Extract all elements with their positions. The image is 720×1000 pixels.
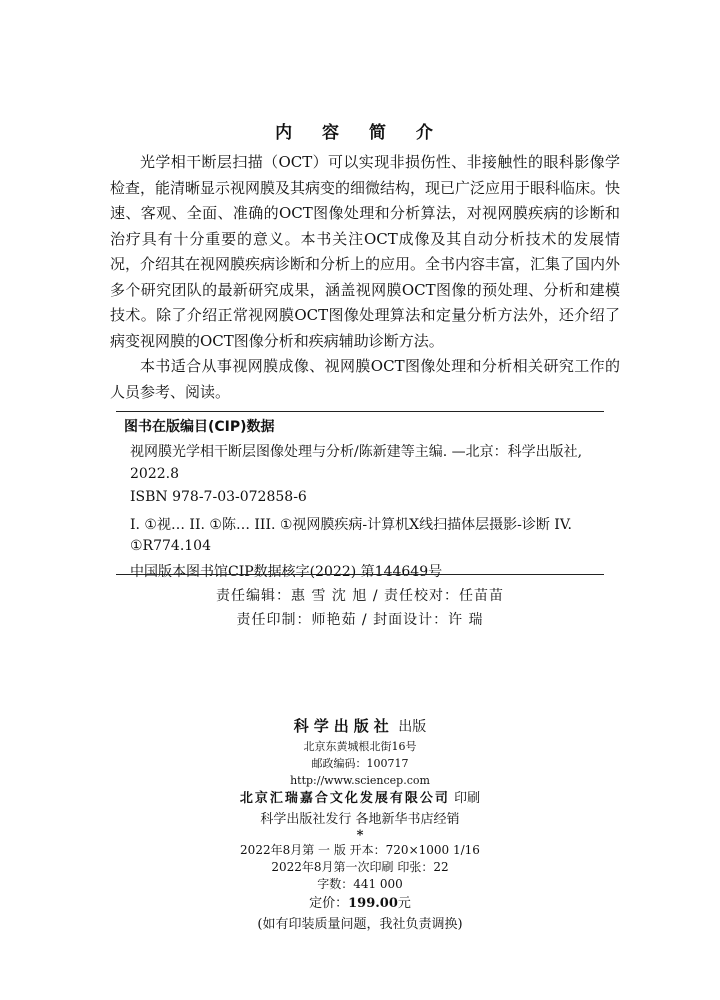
publisher-postcode: 邮政编码：100717	[311, 757, 409, 770]
publisher-url: http://www.sciencep.com	[290, 774, 430, 787]
staff-printing-design: 责任印制：师艳茹 / 封面设计：许 瑞	[236, 612, 484, 628]
publisher-address: 北京东黄城根北街16号	[303, 740, 417, 753]
word-count: 字数：441 000	[317, 877, 403, 891]
cip-record-number: 中国版本图书馆CIP数据核字(2022) 第144649号	[130, 563, 443, 580]
publisher-line	[0, 715, 720, 738]
distribution: 科学出版社发行 各地新华书店经销	[260, 812, 460, 827]
printer-name: 北京汇瑞嘉合文化发展有限公司	[239, 791, 450, 806]
price-unit: 元	[397, 896, 411, 911]
summary-heading: 内 容 简 介	[275, 123, 445, 143]
publisher-name: 科学出版社	[293, 717, 394, 735]
price-label: 定价：	[309, 896, 349, 911]
staff-editors: 责任编辑：惠 雪 沈 旭 / 责任校对：任苗苗	[216, 588, 504, 604]
quality-note: (如有印装质量问题，我社负责调换)	[257, 917, 463, 932]
price-line	[0, 893, 720, 914]
cip-top-rule	[116, 411, 604, 412]
printing-line: 2022年8月第一次印刷 印张：22	[271, 860, 449, 874]
edition-line: 2022年8月第 一 版 开本：720×1000 1/16	[240, 843, 480, 857]
summary-paragraph-2: 本书适合从事视网膜成像、视网膜OCT图像处理和分析相关研究工作的人员参考、阅读。	[110, 357, 620, 401]
cip-bottom-rule	[116, 574, 604, 575]
cip-isbn: ISBN 978-7-03-072858-6	[130, 489, 307, 505]
summary-body	[110, 150, 620, 405]
cip-heading: 图书在版编目(CIP)数据	[124, 419, 275, 435]
cip-record	[118, 442, 618, 583]
star-separator: *	[356, 828, 364, 843]
summary-paragraph-1: 光学相干断层扫描（OCT）可以实现非损伤性、非接触性的眼科影像学检查，能清晰显示视网膜及其病变的细微结构，现已广泛应用于眼科临床。快速、客观、全面、准确的OCT图像处理和分析算法，对视网膜疾病的诊断和治疗具有十分重要的意义。本书关注OCT成像及其自动分析技术的发展情况，介绍其在视网膜疾病诊断和分析上的应用。全书内容丰富，汇集了国内外多个研究团队的最新研究成果，涵盖视网膜OCT图像的预处理、分析和建模技术。除了介绍正常视网膜OCT图像处理算法和定量分析方法外，还介绍了病变视网膜的OCT图像分析和疾病辅助诊断方法。	[110, 153, 621, 350]
printer-line	[0, 789, 720, 809]
printer-suffix: 印刷	[454, 791, 481, 806]
publisher-suffix: 出版	[398, 719, 427, 735]
colophon	[0, 715, 720, 935]
price-value: 199.00	[348, 896, 398, 911]
cip-classification: I. ①视… II. ①陈… III. ①视网膜疾病-计算机X线扫描体层摄影-诊断 IV. ①R774.104	[130, 516, 572, 554]
cip-citation: 视网膜光学相干断层图像处理与分析/陈新建等主编. —北京：科学出版社, 2022.8	[130, 444, 583, 482]
